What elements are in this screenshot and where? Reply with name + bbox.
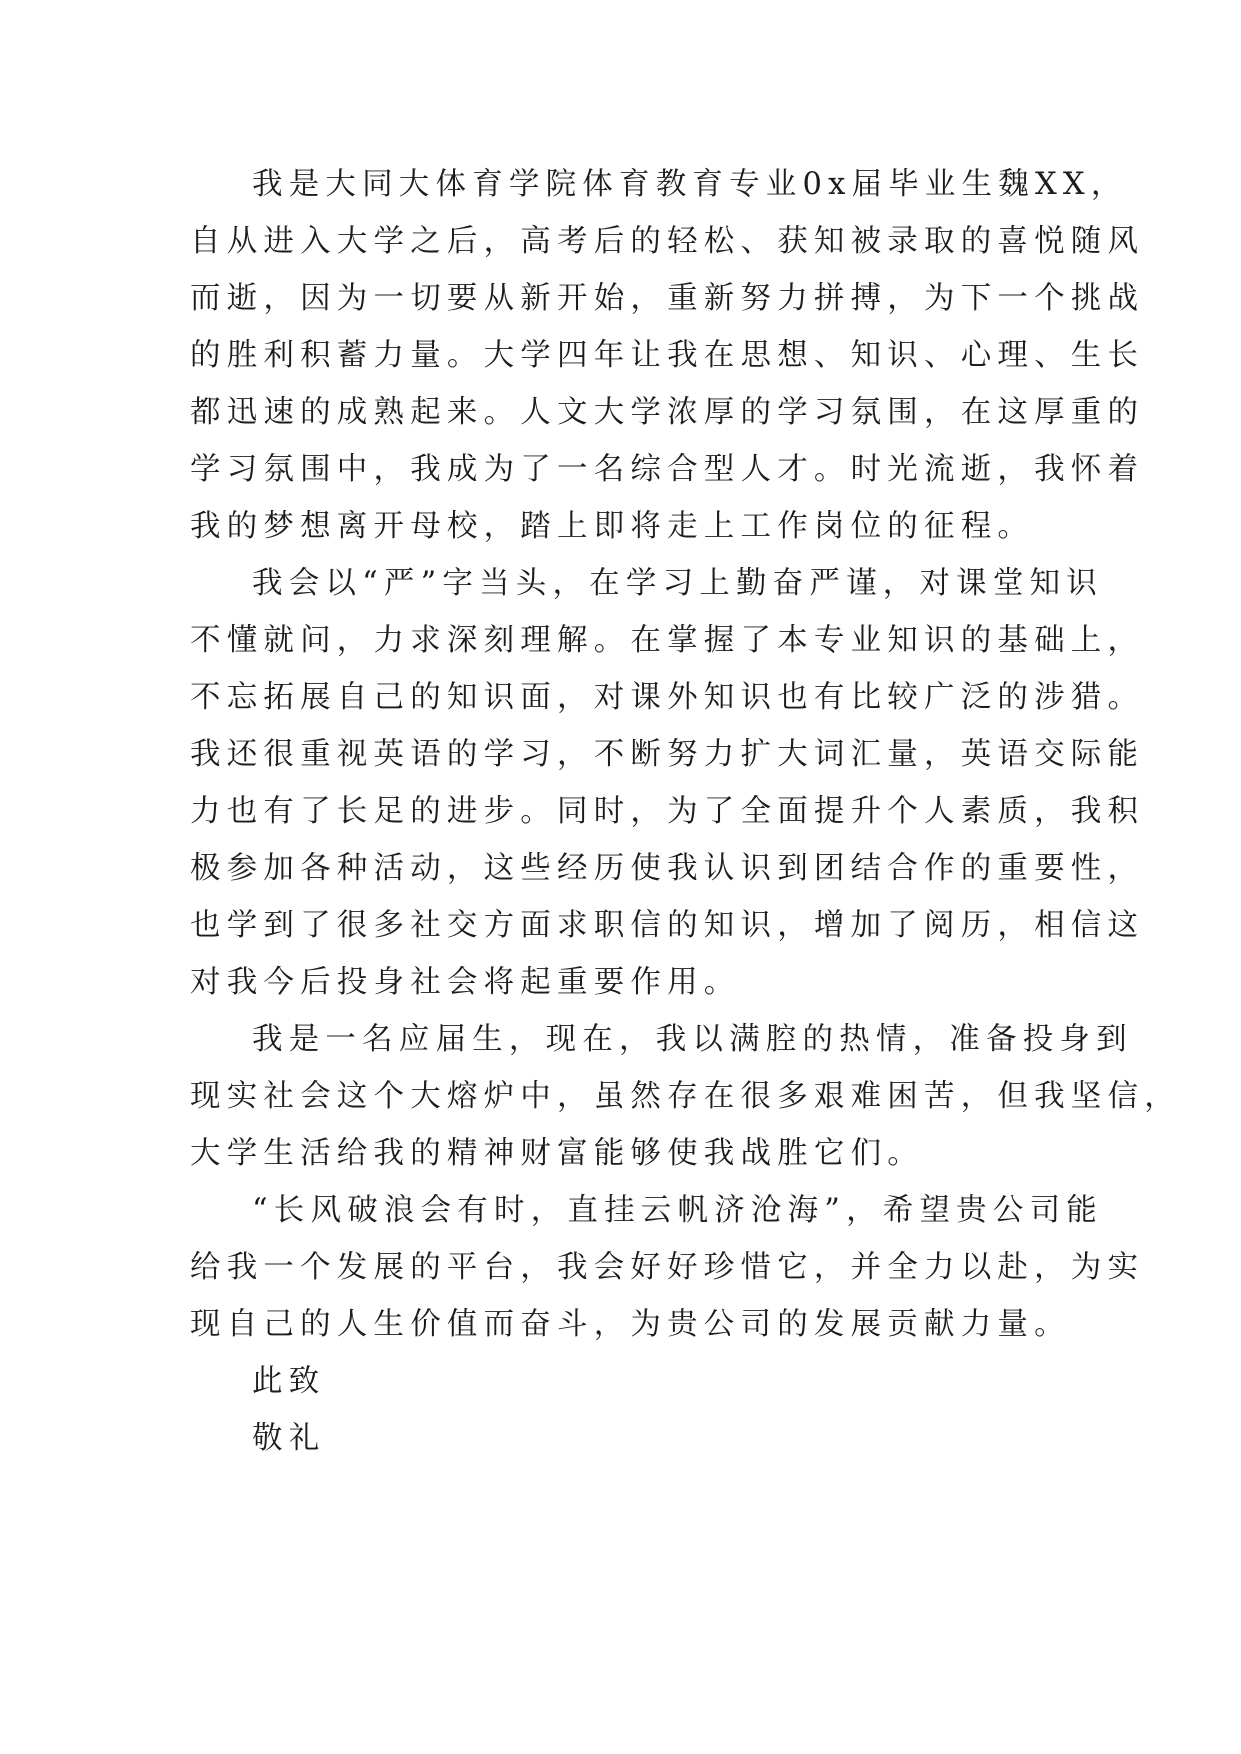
paragraph-1-line-2: 自从进入大学之后，高考后的轻松、获知被录取的喜悦随风: [190, 224, 1145, 259]
closing-line: 此致: [252, 1364, 326, 1399]
paragraph-1-line-7: 我的梦想离开母校，踏上即将走上工作岗位的征程。: [190, 509, 1035, 544]
paragraph-2-line-8: 对我今后投身社会将起重要作用。: [190, 965, 741, 1000]
paragraph-4-line-3: 现自己的人生价值而奋斗，为贵公司的发展贡献力量。: [190, 1307, 1071, 1342]
paragraph-2-line-7: 也学到了很多社交方面求职信的知识，增加了阅历，相信这: [190, 908, 1145, 943]
paragraph-1-line-6: 学习氛围中，我成为了一名综合型人才。时光流逝，我怀着: [190, 452, 1145, 487]
paragraph-4-line-2: 给我一个发展的平台，我会好好珍惜它，并全力以赴，为实: [190, 1250, 1145, 1285]
paragraph-4-line-1: “长风破浪会有时，直挂云帆济沧海”，希望贵公司能: [252, 1193, 1103, 1228]
paragraph-2-line-1: 我会以“严”字当头，在学习上勤奋严谨，对课堂知识: [252, 566, 1103, 601]
paragraph-1-line-1: 我是大同大体育学院体育教育专业0x届毕业生魏XX，: [252, 167, 1128, 202]
paragraph-1-line-4: 的胜利积蓄力量。大学四年让我在思想、知识、心理、生长: [190, 338, 1145, 373]
paragraph-1-line-3: 而逝，因为一切要从新开始，重新努力拼搏，为下一个挑战: [190, 281, 1145, 316]
salutation-line: 敬礼: [252, 1421, 326, 1456]
paragraph-1-line-5: 都迅速的成熟起来。人文大学浓厚的学习氛围，在这厚重的: [190, 395, 1145, 430]
paragraph-2-line-4: 我还很重视英语的学习，不断努力扩大词汇量，英语交际能: [190, 737, 1145, 772]
paragraph-3-line-3: 大学生活给我的精神财富能够使我战胜它们。: [190, 1136, 924, 1171]
paragraph-2-line-3: 不忘拓展自己的知识面，对课外知识也有比较广泛的涉猎。: [190, 680, 1145, 715]
paragraph-2-line-2: 不懂就问，力求深刻理解。在掌握了本专业知识的基础上，: [190, 623, 1145, 658]
paragraph-3-line-1: 我是一名应届生，现在，我以满腔的热情，准备投身到: [252, 1022, 1133, 1057]
paragraph-2-line-5: 力也有了长足的进步。同时，为了全面提升个人素质，我积: [190, 794, 1145, 829]
paragraph-3-line-2: 现实社会这个大熔炉中，虽然存在很多艰难困苦，但我坚信，: [190, 1079, 1181, 1114]
paragraph-2-line-6: 极参加各种活动，这些经历使我认识到团结合作的重要性，: [190, 851, 1145, 886]
